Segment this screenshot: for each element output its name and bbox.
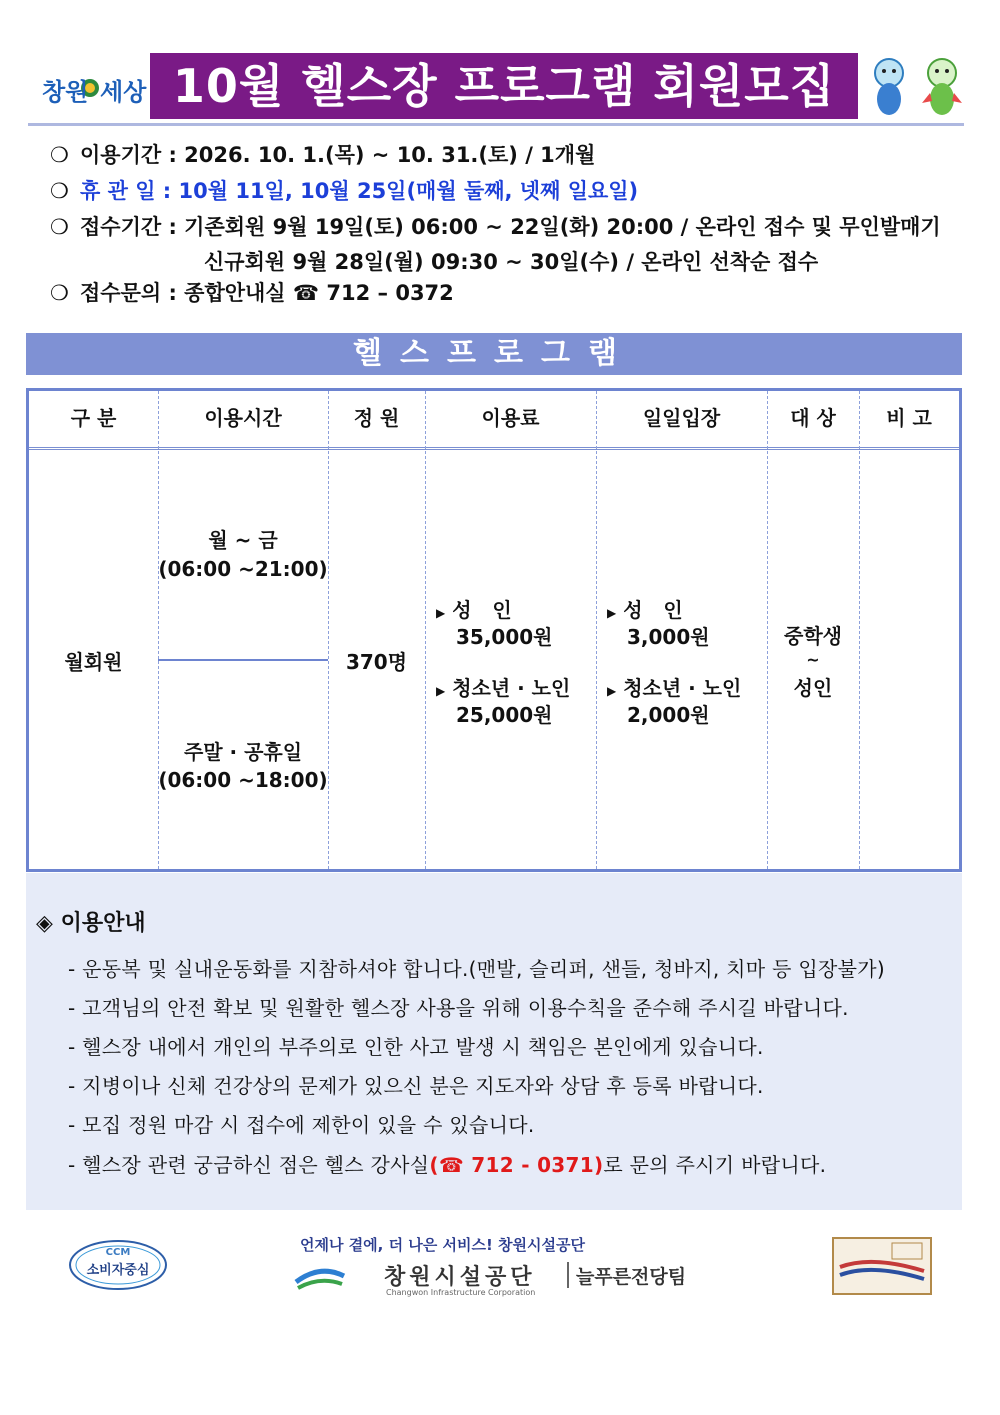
triangle-bullet-icon: ▶ bbox=[607, 606, 617, 620]
fee-adult-label: ▶ 성 인 bbox=[436, 598, 512, 622]
fee-youth-value: 25,000원 bbox=[456, 703, 553, 727]
daily-youth-label: ▶ 청소년 · 노인 bbox=[607, 676, 742, 700]
changwon-infrastructure-corporation-logo: 창원시설공단 Changwon Infrastructure Corporation 늘푸른전당팀 bbox=[292, 1258, 712, 1300]
info-inquiry: ❍ 접수문의 : 종합안내실 ☎ 712 – 0372 bbox=[50, 281, 454, 305]
triangle-bullet-icon: ▶ bbox=[607, 684, 617, 698]
capacity-cell: 370명 bbox=[345, 650, 408, 674]
guide-line: - 헬스장 내에서 개인의 부주의로 인한 사고 발생 시 책임은 본인에게 있습니다. bbox=[68, 1035, 764, 1059]
ccm-consumer-centered-logo: CCM 소비자중심 bbox=[68, 1239, 168, 1291]
column-divider bbox=[425, 391, 426, 869]
target-separator: ~ bbox=[806, 650, 820, 669]
triangle-bullet-icon: ▶ bbox=[436, 684, 446, 698]
svg-text:창원: 창원 bbox=[42, 78, 89, 106]
bullet-circle-icon: ❍ bbox=[50, 215, 69, 239]
fee-youth-label: ▶ 청소년 · 노인 bbox=[436, 676, 571, 700]
info-reception-period: ❍ 접수기간 : 기존회원 9월 19일(토) 06:00 ~ 22일(화) 20:00 / 온라인 접수 및 무인발매기 bbox=[50, 215, 941, 239]
page-title: 10월 헬스장 프로그램 회원모집 bbox=[150, 53, 858, 119]
mascot-characters-image bbox=[862, 55, 972, 121]
daily-youth-value: 2,000원 bbox=[627, 703, 710, 727]
changwon-e-world-logo bbox=[40, 60, 147, 116]
guide-line: - 고객님의 안전 확보 및 원활한 헬스장 사용을 위해 이용수칙을 준수해 주시길 바랍니다. bbox=[68, 996, 849, 1020]
column-header: 정 원 bbox=[353, 406, 400, 430]
footer-slogan: 언제나 곁에, 더 나은 서비스! 창원시설공단 bbox=[300, 1236, 585, 1254]
target-from: 중학생 bbox=[784, 624, 842, 648]
diamond-bullet-icon: ◈ bbox=[36, 911, 53, 936]
table-header-divider bbox=[29, 447, 959, 450]
svg-text:세상: 세상 bbox=[100, 78, 147, 106]
certification-badge-image bbox=[832, 1237, 932, 1295]
column-header: 이용료 bbox=[481, 406, 540, 430]
header-divider bbox=[28, 123, 964, 126]
column-header: 대 상 bbox=[790, 406, 836, 430]
bullet-circle-icon: ❍ bbox=[50, 143, 69, 167]
guide-line: - 모집 정원 마감 시 접수에 제한이 있을 수 있습니다. bbox=[68, 1113, 535, 1137]
trainer-phone: (☎ 712 - 0371) bbox=[429, 1153, 604, 1177]
target-to: 성인 bbox=[793, 676, 833, 700]
column-divider bbox=[328, 391, 329, 869]
info-period: ❍ 이용기간 : 2026. 10. 1.(목) ~ 10. 31.(토) / 1개월 bbox=[50, 143, 596, 167]
guide-line: - 운동복 및 실내운동화를 지참하셔야 합니다.(맨발, 슬리퍼, 샌들, 청바지, 치마 등 입장불가) bbox=[68, 957, 885, 981]
usage-guide-title: ◈ 이용안내 bbox=[36, 911, 146, 936]
column-divider bbox=[859, 391, 860, 869]
info-closed-days: ❍ 휴 관 일 : 10월 11일, 10월 25일(매월 둘째, 넷째 일요일) bbox=[50, 179, 639, 203]
program-section-title: 헬스프로그램 bbox=[26, 333, 962, 375]
weekday-days: 월 ~ 금 bbox=[208, 528, 278, 552]
time-row-divider bbox=[158, 659, 328, 661]
weekday-hours: (06:00 ~21:00) bbox=[158, 557, 328, 581]
column-header: 비 고 bbox=[886, 406, 932, 430]
guide-line-contact: - 헬스장 관련 궁금하신 점은 헬스 강사실(☎ 712 - 0371)로 문의 주시기 바랍니다. bbox=[68, 1153, 827, 1177]
fee-adult-value: 35,000원 bbox=[456, 625, 553, 649]
weekend-hours: (06:00 ~18:00) bbox=[158, 768, 328, 792]
bullet-circle-icon: ❍ bbox=[50, 281, 69, 305]
column-divider bbox=[158, 391, 159, 869]
daily-adult-value: 3,000원 bbox=[627, 625, 710, 649]
column-header: 이용시간 bbox=[204, 406, 282, 430]
guide-line: - 지병이나 신체 건강상의 문제가 있으신 분은 지도자와 상담 후 등록 바랍니다. bbox=[68, 1074, 764, 1098]
column-header: 일일입장 bbox=[642, 406, 721, 430]
weekend-days: 주말 · 공휴일 bbox=[183, 740, 303, 764]
info-reception-new-members: 신규회원 9월 28일(월) 09:30 ~ 30일(수) / 온라인 선착순 접수 bbox=[204, 250, 819, 274]
triangle-bullet-icon: ▶ bbox=[436, 606, 446, 620]
category-cell: 월회원 bbox=[64, 650, 123, 674]
bullet-circle-icon: ❍ bbox=[50, 179, 69, 203]
column-header: 구 분 bbox=[70, 406, 117, 430]
daily-adult-label: ▶ 성 인 bbox=[607, 598, 683, 622]
column-divider bbox=[596, 391, 597, 869]
